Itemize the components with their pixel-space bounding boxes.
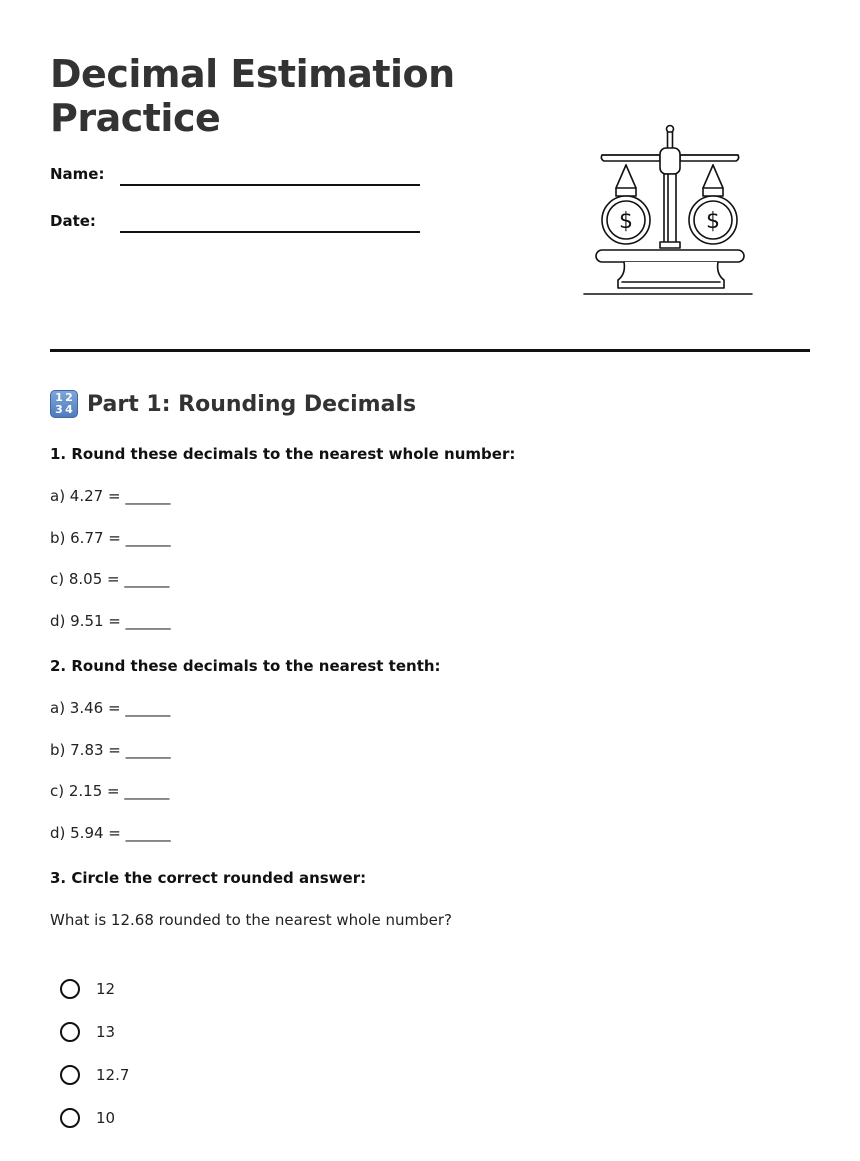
name-label: Name:	[50, 165, 105, 183]
date-field[interactable]	[50, 212, 420, 234]
page-title: Decimal Estimation Practice	[50, 52, 455, 140]
q2-item-b[interactable]: b) 7.83 = ______	[50, 741, 171, 759]
balance-scale-icon	[580, 122, 756, 298]
input-numbers-icon: 1 2 3 4	[50, 390, 78, 418]
date-input-line[interactable]	[120, 231, 420, 233]
q1-item-d[interactable]: d) 9.51 = ______	[50, 612, 171, 630]
part1-title: Part 1: Rounding Decimals	[87, 391, 417, 417]
option-13[interactable]	[60, 1019, 115, 1045]
option-12-7[interactable]	[60, 1062, 129, 1088]
question-3-text: What is 12.68 rounded to the nearest whole number?	[50, 911, 452, 929]
question-1-prompt: 1. Round these decimals to the nearest whole number:	[50, 445, 516, 463]
name-input-line[interactable]	[120, 184, 420, 186]
svg-text:$: $	[619, 209, 633, 234]
name-field[interactable]	[50, 165, 420, 187]
q1-item-a[interactable]: a) 4.27 = ______	[50, 487, 171, 505]
svg-text:$: $	[706, 209, 720, 234]
q2-item-d[interactable]: d) 5.94 = ______	[50, 824, 171, 842]
question-3-prompt: 3. Circle the correct rounded answer:	[50, 869, 367, 887]
option-label: 13	[96, 1023, 116, 1041]
section-divider	[50, 349, 810, 352]
option-label: 12.7	[96, 1066, 130, 1084]
option-12[interactable]	[60, 976, 115, 1002]
radio-circle-icon[interactable]	[60, 1065, 80, 1085]
radio-circle-icon[interactable]	[60, 1022, 80, 1042]
radio-circle-icon[interactable]	[60, 979, 80, 999]
q1-item-c[interactable]: c) 8.05 = ______	[50, 570, 170, 588]
option-label: 12	[96, 980, 116, 998]
q2-item-c[interactable]: c) 2.15 = ______	[50, 782, 170, 800]
q2-item-a[interactable]: a) 3.46 = ______	[50, 699, 171, 717]
radio-circle-icon[interactable]	[60, 1108, 80, 1128]
question-2-prompt: 2. Round these decimals to the nearest tenth:	[50, 657, 441, 675]
option-10[interactable]	[60, 1105, 115, 1131]
part1-header	[50, 389, 416, 419]
date-label: Date:	[50, 212, 96, 230]
q1-item-b[interactable]: b) 6.77 = ______	[50, 529, 171, 547]
option-label: 10	[96, 1109, 116, 1127]
